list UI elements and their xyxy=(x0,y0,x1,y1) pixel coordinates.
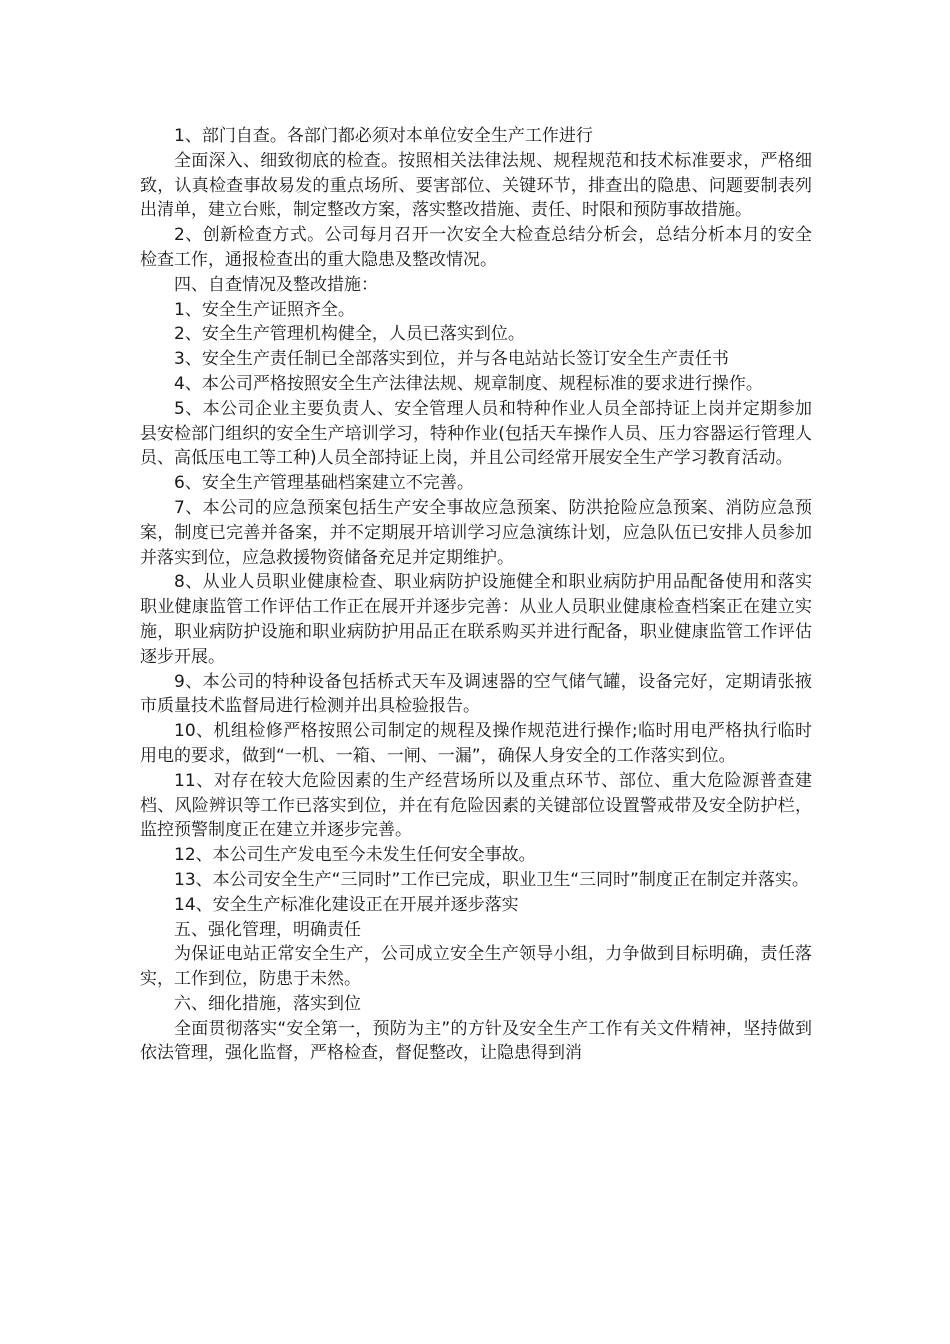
paragraph: 2、创新检查方式。公司每月召开一次安全大检查总结分析会，总结分析本月的安全检查工作，通报检查出的重大隐患及整改情况。 xyxy=(140,225,812,270)
paragraph: 3、安全生产责任制已全部落实到位，并与各电站站长签订安全生产责任书 xyxy=(174,349,729,370)
paragraph: 为保证电站正常安全生产，公司成立安全生产领导小组，力争做到目标明确，责任落实，工作到位，防患于未然。 xyxy=(140,944,812,990)
paragraph: 1、部门自查。各部门都必须对本单位安全生产工作进行 xyxy=(174,126,593,146)
paragraph: 全面深入、细致彻底的检查。按照相关法律法规、规程规范和技术标准要求，严格细致，认真检查事故易发的重点场所、要害部位、关键环节，排查出的隐患、问题要制表列出清单，建立台账，制定整改方案，落实整改措施、责任、时限和预防事故措施。 xyxy=(140,150,812,221)
section-heading: 六、细化措施，落实到位 xyxy=(174,993,361,1014)
paragraph: 2、安全生产管理机构健全，人员已落实到位。 xyxy=(174,324,525,345)
section-heading: 四、自查情况及整改措施： xyxy=(174,274,378,295)
paragraph: 11、对存在较大危险因素的生产经营场所以及重点环节、部位、重大危险源普查建档、风险辨识等工作已落实到位，并在有危险因素的关键部位设置警戒带及安全防护栏，监控预警制度正在建立并逐步完善。 xyxy=(140,770,812,841)
paragraph: 5、本公司企业主要负责人、安全管理人员和特种作业人员全部持证上岗并定期参加县安检部门组织的安全生产培训学习，特种作业(包括天车操作人员、压力容器运行管理人员、高低压电工等工种)人员全部持证上岗，并且公司经常开展安全生产学习教育活动。 xyxy=(140,398,812,469)
paragraph: 7、本公司的应急预案包括生产安全事故应急预案、防洪抢险应急预案、消防应急预案，制度已完善并备案，并不定期展开培训学习应急演练计划，应急队伍已安排人员参加并落实到位，应急救援物资储备充足并定期维护。 xyxy=(140,497,812,568)
paragraph: 1、安全生产证照齐全。 xyxy=(174,299,355,320)
paragraph: 10、机组检修严格按照公司制定的规程及操作规范进行操作;临时用电严格执行临时用电的要求，做到“一机、一箱、一闸、一漏”，确保人身安全的工作落实到位。 xyxy=(140,721,812,766)
document-body xyxy=(140,124,812,1066)
paragraph: 13、本公司安全生产“三同时”工作已完成，职业卫生“三同时”制度正在制定并落实。 xyxy=(174,869,809,890)
section-heading: 五、强化管理，明确责任 xyxy=(174,919,361,940)
paragraph: 全面贯彻落实“安全第一，预防为主”的方针及安全生产工作有关文件精神，坚持做到依法管理，强化监督，严格检查，督促整改，让隐患得到消 xyxy=(140,1018,812,1064)
paragraph: 12、本公司生产发电至今未发生任何安全事故。 xyxy=(174,845,536,866)
paragraph: 6、安全生产管理基础档案建立不完善。 xyxy=(174,473,474,494)
paragraph: 14、安全生产标准化建设正在开展并逐步落实 xyxy=(174,894,519,915)
paragraph: 9、本公司的特种设备包括桥式天车及调速器的空气储气罐，设备完好，定期请张掖市质量技术监督局进行检测并出具检验报告。 xyxy=(140,671,812,717)
paragraph: 8、从业人员职业健康检查、职业病防护设施健全和职业病防护用品配备使用和落实职业健康监管工作评估工作正在展开并逐步完善：从业人员职业健康检查档案正在建立实施，职业病防护设施和职业病防护用品正在联系购买并进行配备，职业健康监管工作评估逐步开展。 xyxy=(140,572,812,667)
paragraph: 4、本公司严格按照安全生产法律法规、规章制度、规程标准的要求进行操作。 xyxy=(174,373,763,394)
